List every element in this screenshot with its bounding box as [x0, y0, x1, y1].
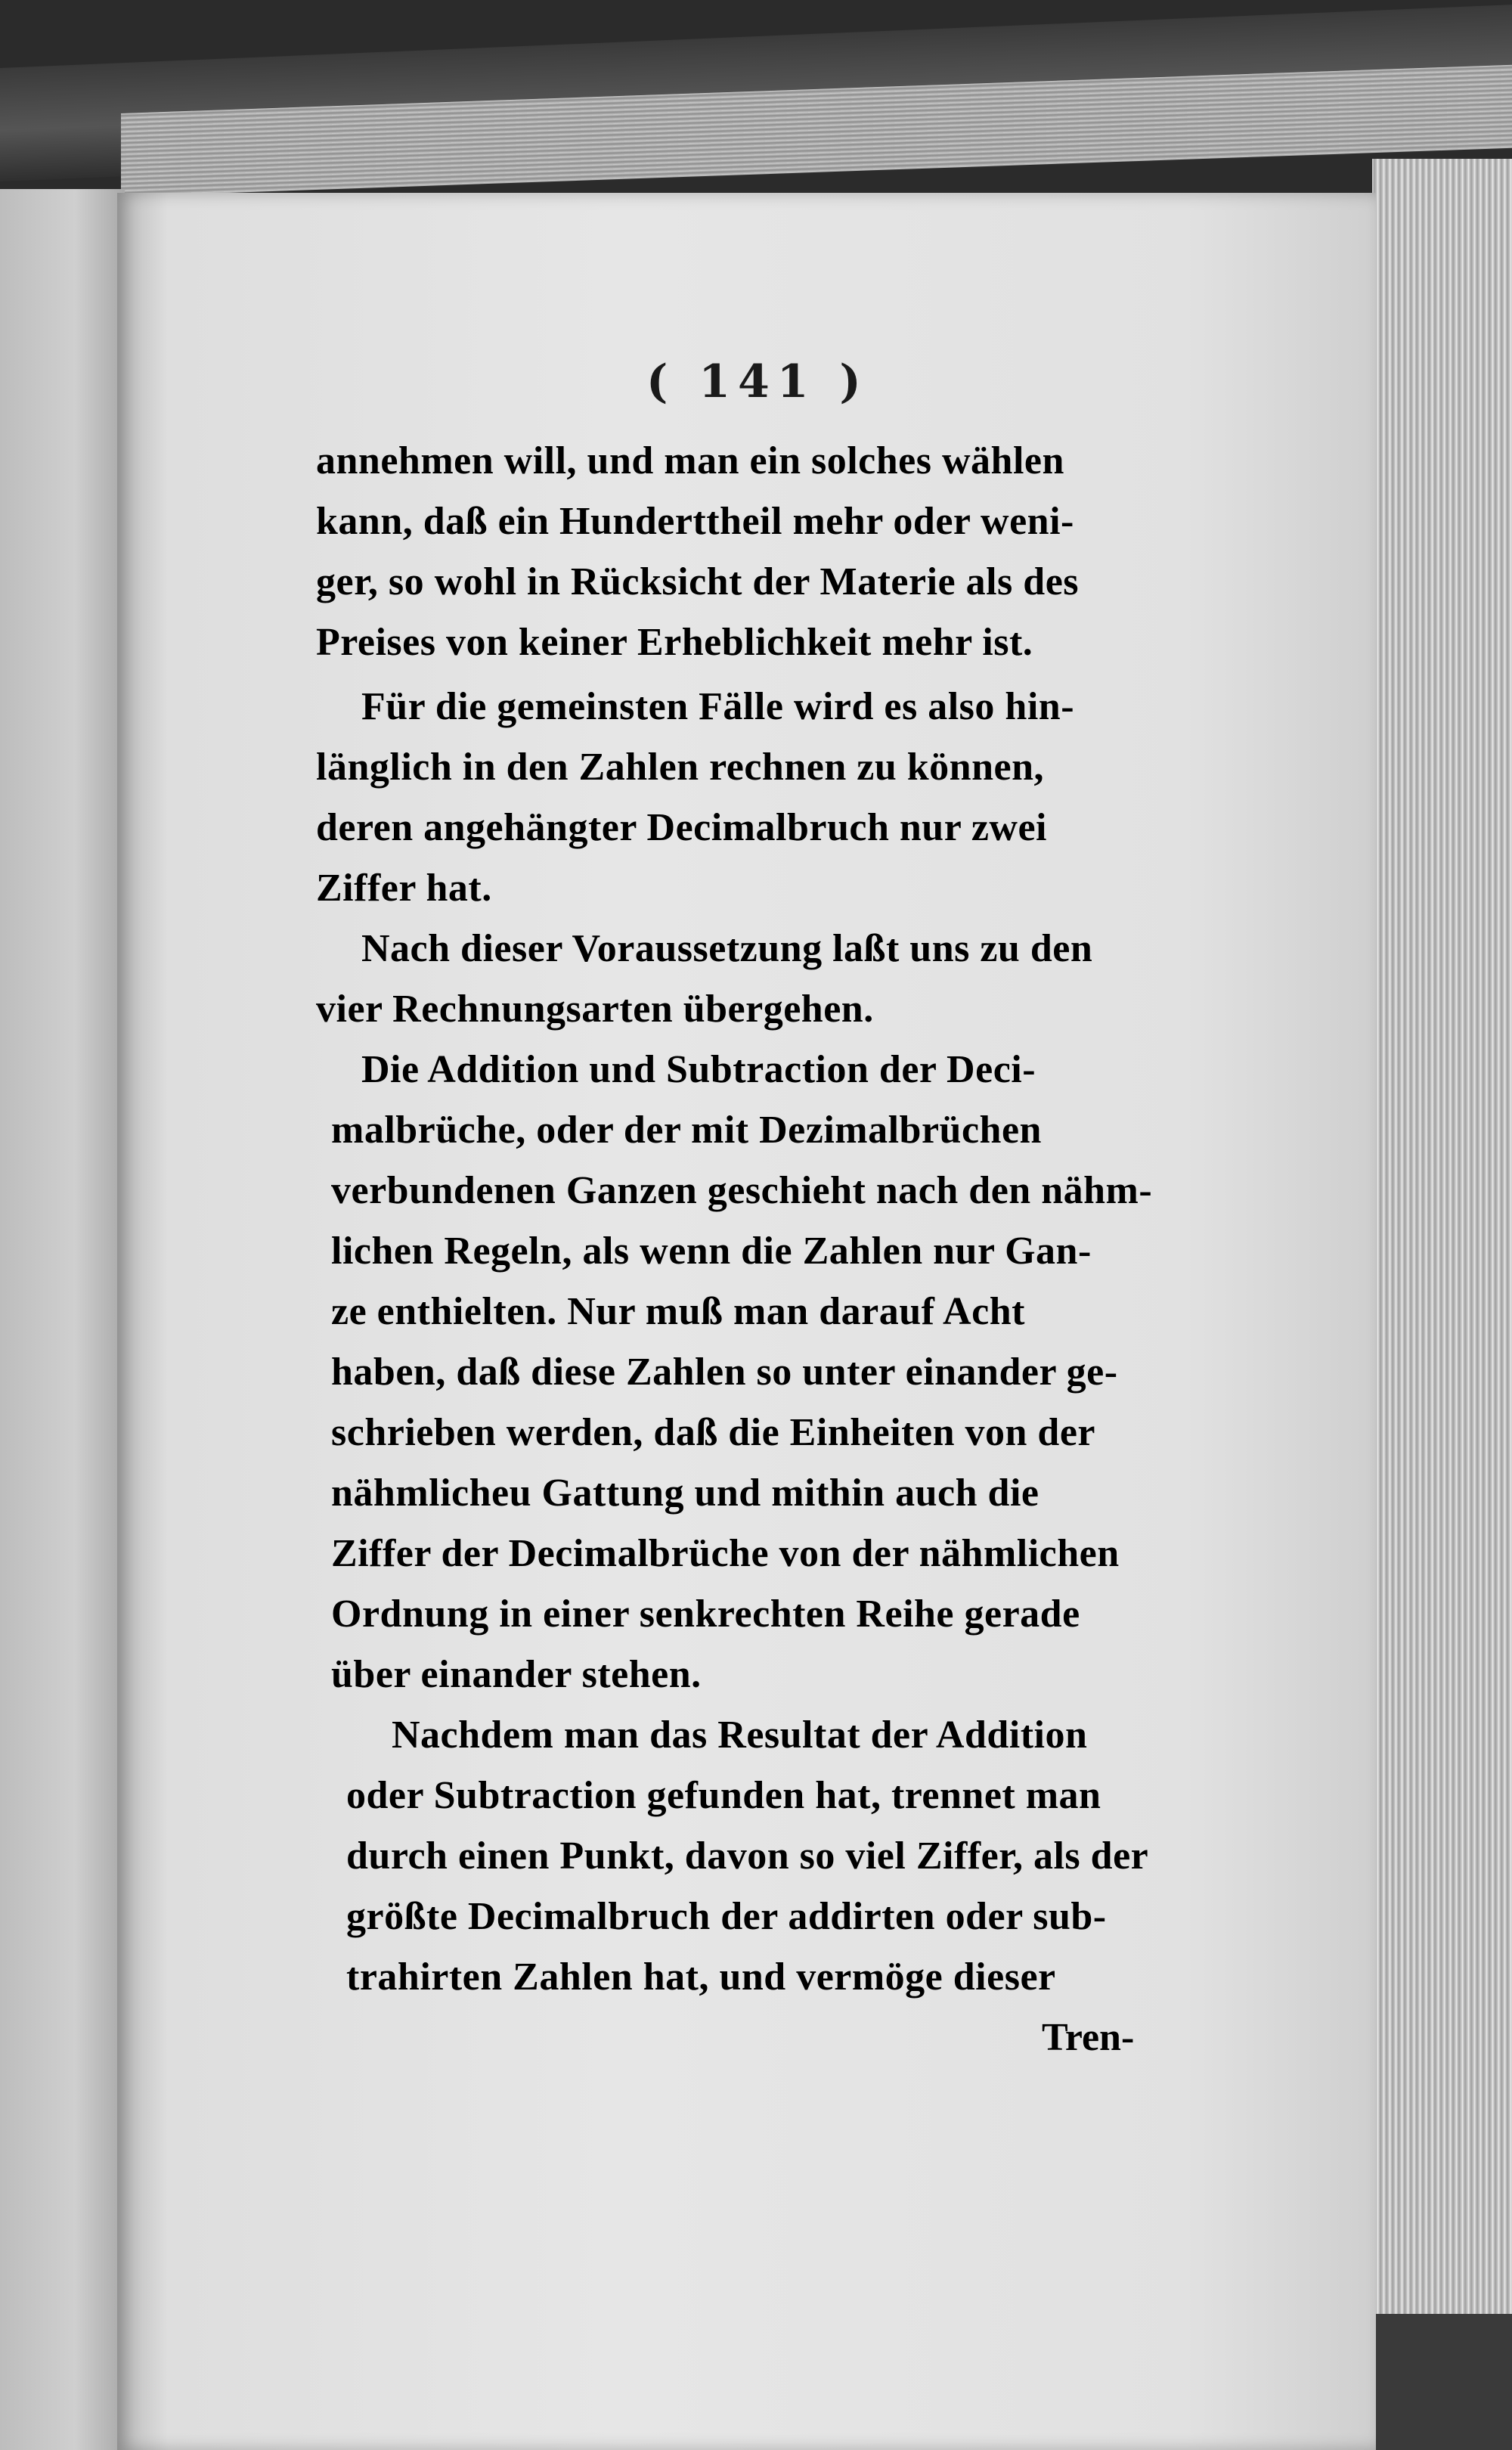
- text-line: länglich in den Zahlen rechnen zu können,: [316, 746, 1044, 789]
- text-line: über einander stehen.: [331, 1653, 702, 1696]
- text-line: Preises von keiner Erheblichkeit mehr ist.: [316, 621, 1033, 664]
- text-line: Nachdem man das Resultat der Addition: [392, 1713, 1088, 1757]
- text-line: vier Rechnungsarten übergehen.: [316, 988, 874, 1031]
- text-line: Ordnung in einer senkrechten Reihe gerade: [331, 1592, 1080, 1636]
- text-line: malbrüche, oder der mit Dezimalbrüchen: [331, 1109, 1042, 1152]
- text-line: nähmlicheu Gattung und mithin auch die: [331, 1472, 1040, 1515]
- text-line: Ziffer hat.: [316, 867, 492, 910]
- text-line: schrieben werden, daß die Einheiten von der: [331, 1411, 1095, 1454]
- text-line: oder Subtraction gefunden hat, trennet man: [346, 1774, 1101, 1817]
- text-line: verbundenen Ganzen geschieht nach den nähm-: [331, 1169, 1153, 1212]
- text-line: Für die gemeinsten Fälle wird es also hin-: [361, 685, 1075, 728]
- text-line: Nach dieser Voraussetzung laßt uns zu den: [361, 927, 1093, 970]
- text-line: Ziffer der Decimalbrüche von der nähmlichen: [331, 1532, 1120, 1575]
- text-line: kann, daß ein Hunderttheil mehr oder weni-: [316, 500, 1074, 543]
- text-line: Die Addition und Subtraction der Deci-: [361, 1048, 1036, 1091]
- text-line: durch einen Punkt, davon so viel Ziffer, als der: [346, 1834, 1149, 1878]
- text-line: größte Decimalbruch der addirten oder sub-: [346, 1895, 1107, 1938]
- page-number: ( 141 ): [646, 355, 869, 408]
- text-line: deren angehängter Decimalbruch nur zwei: [316, 806, 1048, 849]
- text-line: haben, daß diese Zahlen so unter einander ge-: [331, 1351, 1118, 1394]
- text-line: lichen Regeln, als wenn die Zahlen nur Gan-: [331, 1230, 1092, 1273]
- text-line: ze enthielten. Nur muß man darauf Acht: [331, 1290, 1025, 1333]
- catchword: Tren-: [1042, 2016, 1135, 2059]
- text-line: trahirten Zahlen hat, und vermöge dieser: [346, 1955, 1056, 1999]
- text-line: annehmen will, und man ein solches wählen: [316, 439, 1064, 482]
- text-line: ger, so wohl in Rücksicht der Materie als des: [316, 560, 1080, 603]
